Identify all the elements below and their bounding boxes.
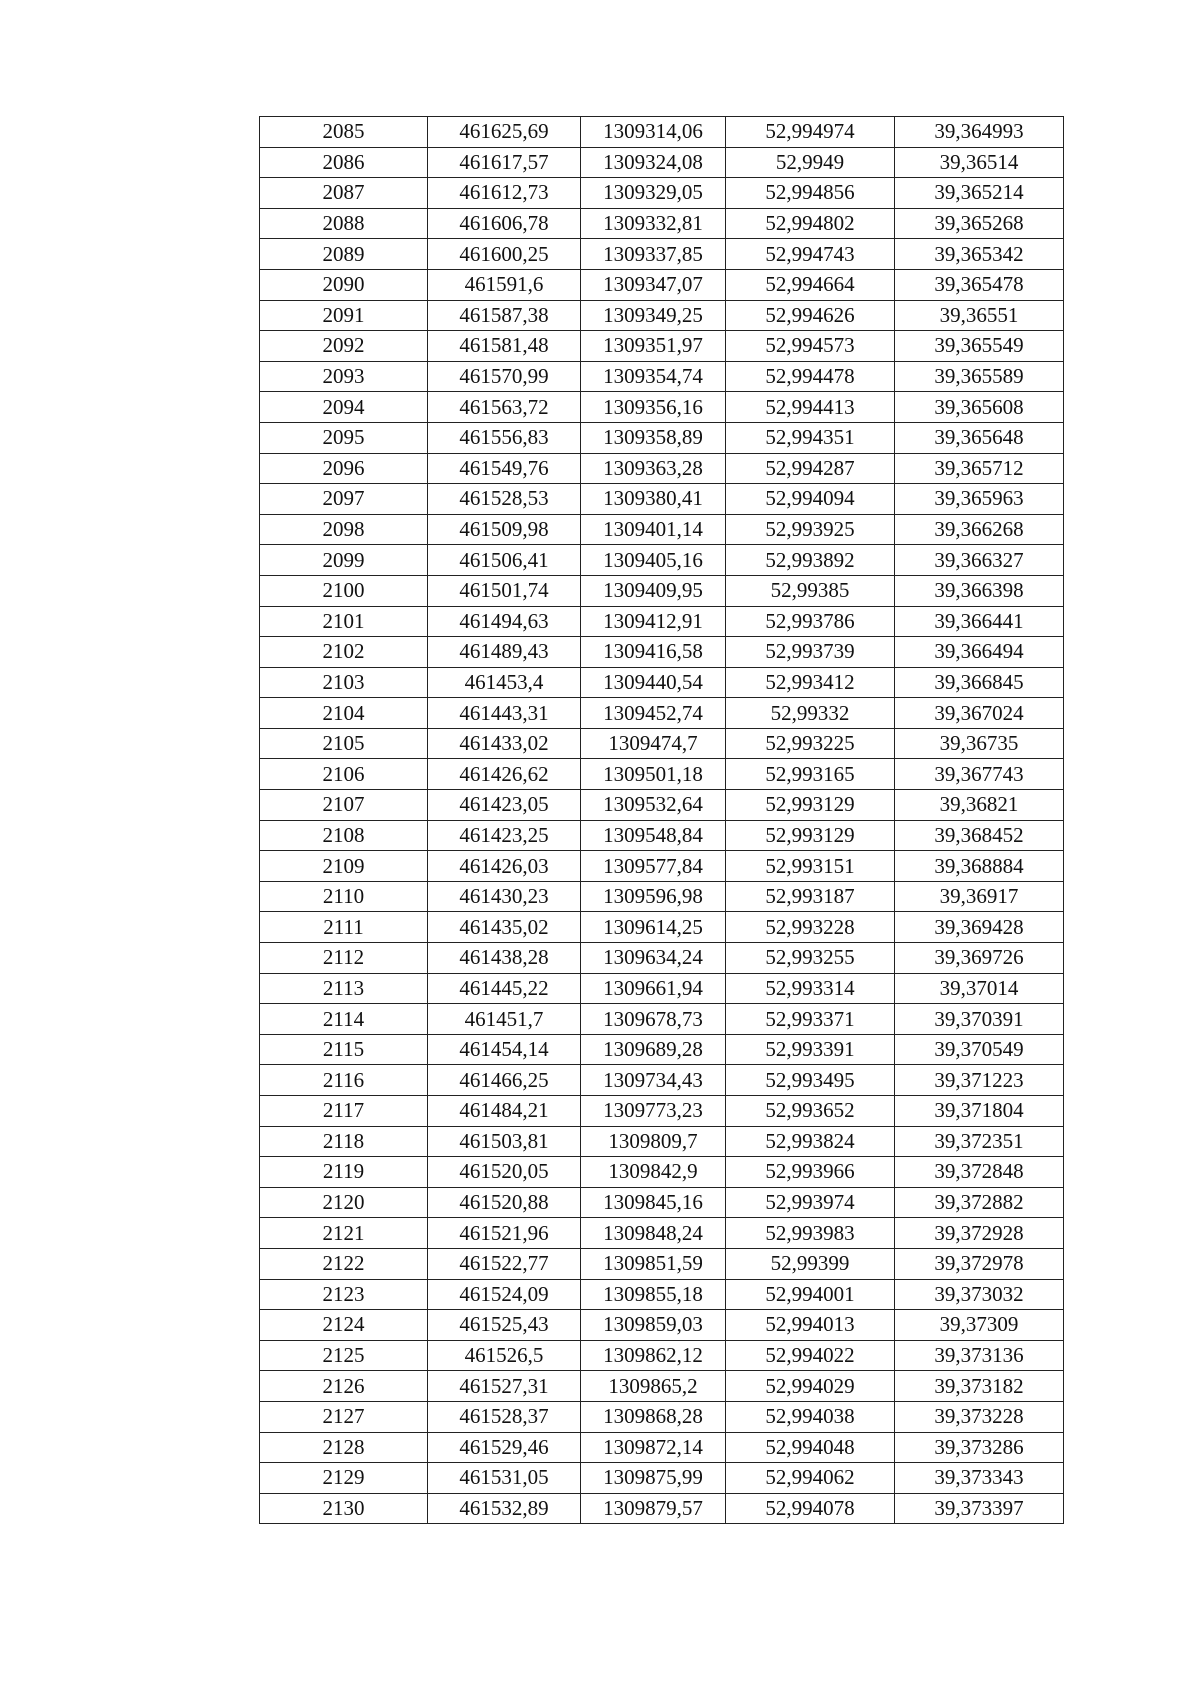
table-row xyxy=(260,484,1064,515)
y-coordinate-cell: 1309809,7 xyxy=(581,1126,726,1157)
latitude-cell: 52,993495 xyxy=(726,1065,895,1096)
coordinates-table-body xyxy=(260,117,1064,1524)
latitude-cell: 52,994974 xyxy=(726,117,895,148)
y-coordinate-cell: 1309596,98 xyxy=(581,881,726,912)
x-coordinate-cell: 461451,7 xyxy=(428,1004,581,1035)
y-coordinate-cell: 1309577,84 xyxy=(581,851,726,882)
x-coordinate-cell: 461445,22 xyxy=(428,973,581,1004)
x-coordinate-cell: 461612,73 xyxy=(428,178,581,209)
point-number-cell: 2119 xyxy=(260,1157,428,1188)
y-coordinate-cell: 1309842,9 xyxy=(581,1157,726,1188)
point-number-cell: 2122 xyxy=(260,1248,428,1279)
point-number-cell: 2116 xyxy=(260,1065,428,1096)
x-coordinate-cell: 461454,14 xyxy=(428,1034,581,1065)
y-coordinate-cell: 1309879,57 xyxy=(581,1493,726,1524)
latitude-cell: 52,993129 xyxy=(726,790,895,821)
longitude-cell: 39,369726 xyxy=(895,943,1064,974)
point-number-cell: 2129 xyxy=(260,1463,428,1494)
table-row xyxy=(260,1218,1064,1249)
table-row xyxy=(260,1310,1064,1341)
longitude-cell: 39,373343 xyxy=(895,1463,1064,1494)
table-row xyxy=(260,300,1064,331)
x-coordinate-cell: 461570,99 xyxy=(428,361,581,392)
longitude-cell: 39,368884 xyxy=(895,851,1064,882)
x-coordinate-cell: 461522,77 xyxy=(428,1248,581,1279)
y-coordinate-cell: 1309349,25 xyxy=(581,300,726,331)
point-number-cell: 2109 xyxy=(260,851,428,882)
y-coordinate-cell: 1309337,85 xyxy=(581,239,726,270)
x-coordinate-cell: 461520,05 xyxy=(428,1157,581,1188)
latitude-cell: 52,993228 xyxy=(726,912,895,943)
longitude-cell: 39,364993 xyxy=(895,117,1064,148)
point-number-cell: 2098 xyxy=(260,514,428,545)
x-coordinate-cell: 461531,05 xyxy=(428,1463,581,1494)
point-number-cell: 2105 xyxy=(260,728,428,759)
table-row xyxy=(260,208,1064,239)
table-row xyxy=(260,1065,1064,1096)
x-coordinate-cell: 461503,81 xyxy=(428,1126,581,1157)
latitude-cell: 52,994038 xyxy=(726,1401,895,1432)
latitude-cell: 52,993974 xyxy=(726,1187,895,1218)
point-number-cell: 2108 xyxy=(260,820,428,851)
latitude-cell: 52,993966 xyxy=(726,1157,895,1188)
y-coordinate-cell: 1309862,12 xyxy=(581,1340,726,1371)
table-row xyxy=(260,759,1064,790)
latitude-cell: 52,993824 xyxy=(726,1126,895,1157)
longitude-cell: 39,372848 xyxy=(895,1157,1064,1188)
longitude-cell: 39,368452 xyxy=(895,820,1064,851)
y-coordinate-cell: 1309416,58 xyxy=(581,637,726,668)
x-coordinate-cell: 461528,37 xyxy=(428,1401,581,1432)
table-row xyxy=(260,606,1064,637)
table-row xyxy=(260,117,1064,148)
latitude-cell: 52,99385 xyxy=(726,575,895,606)
y-coordinate-cell: 1309661,94 xyxy=(581,973,726,1004)
table-row xyxy=(260,912,1064,943)
table-row xyxy=(260,392,1064,423)
latitude-cell: 52,993165 xyxy=(726,759,895,790)
x-coordinate-cell: 461606,78 xyxy=(428,208,581,239)
latitude-cell: 52,993371 xyxy=(726,1004,895,1035)
longitude-cell: 39,371223 xyxy=(895,1065,1064,1096)
y-coordinate-cell: 1309678,73 xyxy=(581,1004,726,1035)
x-coordinate-cell: 461443,31 xyxy=(428,698,581,729)
latitude-cell: 52,994743 xyxy=(726,239,895,270)
table-row xyxy=(260,545,1064,576)
x-coordinate-cell: 461532,89 xyxy=(428,1493,581,1524)
y-coordinate-cell: 1309865,2 xyxy=(581,1371,726,1402)
point-number-cell: 2099 xyxy=(260,545,428,576)
point-number-cell: 2110 xyxy=(260,881,428,912)
longitude-cell: 39,373032 xyxy=(895,1279,1064,1310)
latitude-cell: 52,994287 xyxy=(726,453,895,484)
y-coordinate-cell: 1309548,84 xyxy=(581,820,726,851)
x-coordinate-cell: 461587,38 xyxy=(428,300,581,331)
latitude-cell: 52,993391 xyxy=(726,1034,895,1065)
y-coordinate-cell: 1309859,03 xyxy=(581,1310,726,1341)
latitude-cell: 52,994048 xyxy=(726,1432,895,1463)
table-row xyxy=(260,575,1064,606)
point-number-cell: 2107 xyxy=(260,790,428,821)
point-number-cell: 2121 xyxy=(260,1218,428,1249)
point-number-cell: 2112 xyxy=(260,943,428,974)
x-coordinate-cell: 461423,05 xyxy=(428,790,581,821)
point-number-cell: 2106 xyxy=(260,759,428,790)
table-row xyxy=(260,728,1064,759)
table-row xyxy=(260,1371,1064,1402)
longitude-cell: 39,36917 xyxy=(895,881,1064,912)
x-coordinate-cell: 461528,53 xyxy=(428,484,581,515)
point-number-cell: 2093 xyxy=(260,361,428,392)
latitude-cell: 52,99332 xyxy=(726,698,895,729)
table-row xyxy=(260,851,1064,882)
longitude-cell: 39,372928 xyxy=(895,1218,1064,1249)
table-row xyxy=(260,453,1064,484)
table-row xyxy=(260,943,1064,974)
x-coordinate-cell: 461466,25 xyxy=(428,1065,581,1096)
point-number-cell: 2126 xyxy=(260,1371,428,1402)
latitude-cell: 52,994478 xyxy=(726,361,895,392)
table-row xyxy=(260,1096,1064,1127)
table-row xyxy=(260,331,1064,362)
point-number-cell: 2091 xyxy=(260,300,428,331)
y-coordinate-cell: 1309875,99 xyxy=(581,1463,726,1494)
longitude-cell: 39,373136 xyxy=(895,1340,1064,1371)
longitude-cell: 39,365589 xyxy=(895,361,1064,392)
point-number-cell: 2111 xyxy=(260,912,428,943)
y-coordinate-cell: 1309855,18 xyxy=(581,1279,726,1310)
y-coordinate-cell: 1309351,97 xyxy=(581,331,726,362)
x-coordinate-cell: 461600,25 xyxy=(428,239,581,270)
table-row xyxy=(260,820,1064,851)
table-row xyxy=(260,1432,1064,1463)
latitude-cell: 52,994013 xyxy=(726,1310,895,1341)
x-coordinate-cell: 461529,46 xyxy=(428,1432,581,1463)
table-row xyxy=(260,361,1064,392)
y-coordinate-cell: 1309354,74 xyxy=(581,361,726,392)
longitude-cell: 39,365963 xyxy=(895,484,1064,515)
x-coordinate-cell: 461426,62 xyxy=(428,759,581,790)
latitude-cell: 52,9949 xyxy=(726,147,895,178)
latitude-cell: 52,993412 xyxy=(726,667,895,698)
longitude-cell: 39,372978 xyxy=(895,1248,1064,1279)
y-coordinate-cell: 1309380,41 xyxy=(581,484,726,515)
longitude-cell: 39,372351 xyxy=(895,1126,1064,1157)
latitude-cell: 52,993786 xyxy=(726,606,895,637)
longitude-cell: 39,367743 xyxy=(895,759,1064,790)
latitude-cell: 52,993739 xyxy=(726,637,895,668)
x-coordinate-cell: 461563,72 xyxy=(428,392,581,423)
y-coordinate-cell: 1309501,18 xyxy=(581,759,726,790)
longitude-cell: 39,37309 xyxy=(895,1310,1064,1341)
table-row xyxy=(260,422,1064,453)
y-coordinate-cell: 1309401,14 xyxy=(581,514,726,545)
table-row xyxy=(260,790,1064,821)
y-coordinate-cell: 1309363,28 xyxy=(581,453,726,484)
y-coordinate-cell: 1309851,59 xyxy=(581,1248,726,1279)
table-row xyxy=(260,147,1064,178)
longitude-cell: 39,365608 xyxy=(895,392,1064,423)
table-row xyxy=(260,514,1064,545)
longitude-cell: 39,369428 xyxy=(895,912,1064,943)
y-coordinate-cell: 1309356,16 xyxy=(581,392,726,423)
longitude-cell: 39,36735 xyxy=(895,728,1064,759)
longitude-cell: 39,373228 xyxy=(895,1401,1064,1432)
coordinates-table xyxy=(259,116,1064,1524)
table-row xyxy=(260,1187,1064,1218)
x-coordinate-cell: 461617,57 xyxy=(428,147,581,178)
longitude-cell: 39,366845 xyxy=(895,667,1064,698)
y-coordinate-cell: 1309614,25 xyxy=(581,912,726,943)
x-coordinate-cell: 461484,21 xyxy=(428,1096,581,1127)
longitude-cell: 39,36821 xyxy=(895,790,1064,821)
point-number-cell: 2085 xyxy=(260,117,428,148)
latitude-cell: 52,99399 xyxy=(726,1248,895,1279)
longitude-cell: 39,371804 xyxy=(895,1096,1064,1127)
latitude-cell: 52,993151 xyxy=(726,851,895,882)
x-coordinate-cell: 461556,83 xyxy=(428,422,581,453)
x-coordinate-cell: 461524,09 xyxy=(428,1279,581,1310)
x-coordinate-cell: 461433,02 xyxy=(428,728,581,759)
point-number-cell: 2118 xyxy=(260,1126,428,1157)
table-row xyxy=(260,1463,1064,1494)
y-coordinate-cell: 1309329,05 xyxy=(581,178,726,209)
x-coordinate-cell: 461526,5 xyxy=(428,1340,581,1371)
x-coordinate-cell: 461591,6 xyxy=(428,269,581,300)
longitude-cell: 39,36551 xyxy=(895,300,1064,331)
point-number-cell: 2104 xyxy=(260,698,428,729)
y-coordinate-cell: 1309848,24 xyxy=(581,1218,726,1249)
point-number-cell: 2103 xyxy=(260,667,428,698)
point-number-cell: 2089 xyxy=(260,239,428,270)
table-row xyxy=(260,178,1064,209)
point-number-cell: 2095 xyxy=(260,422,428,453)
x-coordinate-cell: 461426,03 xyxy=(428,851,581,882)
longitude-cell: 39,365214 xyxy=(895,178,1064,209)
point-number-cell: 2101 xyxy=(260,606,428,637)
x-coordinate-cell: 461509,98 xyxy=(428,514,581,545)
table-row xyxy=(260,698,1064,729)
x-coordinate-cell: 461494,63 xyxy=(428,606,581,637)
x-coordinate-cell: 461435,02 xyxy=(428,912,581,943)
x-coordinate-cell: 461489,43 xyxy=(428,637,581,668)
table-row xyxy=(260,1340,1064,1371)
longitude-cell: 39,366268 xyxy=(895,514,1064,545)
x-coordinate-cell: 461525,43 xyxy=(428,1310,581,1341)
point-number-cell: 2096 xyxy=(260,453,428,484)
latitude-cell: 52,993983 xyxy=(726,1218,895,1249)
point-number-cell: 2090 xyxy=(260,269,428,300)
table-row xyxy=(260,239,1064,270)
x-coordinate-cell: 461506,41 xyxy=(428,545,581,576)
latitude-cell: 52,994856 xyxy=(726,178,895,209)
longitude-cell: 39,370391 xyxy=(895,1004,1064,1035)
point-number-cell: 2092 xyxy=(260,331,428,362)
x-coordinate-cell: 461527,31 xyxy=(428,1371,581,1402)
x-coordinate-cell: 461501,74 xyxy=(428,575,581,606)
x-coordinate-cell: 461625,69 xyxy=(428,117,581,148)
longitude-cell: 39,365712 xyxy=(895,453,1064,484)
longitude-cell: 39,373182 xyxy=(895,1371,1064,1402)
longitude-cell: 39,366494 xyxy=(895,637,1064,668)
table-row xyxy=(260,1004,1064,1035)
latitude-cell: 52,993925 xyxy=(726,514,895,545)
longitude-cell: 39,366398 xyxy=(895,575,1064,606)
y-coordinate-cell: 1309358,89 xyxy=(581,422,726,453)
x-coordinate-cell: 461520,88 xyxy=(428,1187,581,1218)
latitude-cell: 52,993129 xyxy=(726,820,895,851)
latitude-cell: 52,993225 xyxy=(726,728,895,759)
longitude-cell: 39,365268 xyxy=(895,208,1064,239)
y-coordinate-cell: 1309324,08 xyxy=(581,147,726,178)
latitude-cell: 52,994062 xyxy=(726,1463,895,1494)
y-coordinate-cell: 1309634,24 xyxy=(581,943,726,974)
point-number-cell: 2128 xyxy=(260,1432,428,1463)
latitude-cell: 52,994626 xyxy=(726,300,895,331)
table-row xyxy=(260,1279,1064,1310)
point-number-cell: 2086 xyxy=(260,147,428,178)
point-number-cell: 2130 xyxy=(260,1493,428,1524)
table-row xyxy=(260,637,1064,668)
table-row xyxy=(260,1248,1064,1279)
latitude-cell: 52,994573 xyxy=(726,331,895,362)
point-number-cell: 2088 xyxy=(260,208,428,239)
y-coordinate-cell: 1309452,74 xyxy=(581,698,726,729)
table-row xyxy=(260,1157,1064,1188)
table-row xyxy=(260,1401,1064,1432)
longitude-cell: 39,367024 xyxy=(895,698,1064,729)
longitude-cell: 39,370549 xyxy=(895,1034,1064,1065)
longitude-cell: 39,365648 xyxy=(895,422,1064,453)
point-number-cell: 2114 xyxy=(260,1004,428,1035)
latitude-cell: 52,993892 xyxy=(726,545,895,576)
longitude-cell: 39,372882 xyxy=(895,1187,1064,1218)
point-number-cell: 2113 xyxy=(260,973,428,1004)
latitude-cell: 52,994094 xyxy=(726,484,895,515)
y-coordinate-cell: 1309689,28 xyxy=(581,1034,726,1065)
latitude-cell: 52,994413 xyxy=(726,392,895,423)
x-coordinate-cell: 461438,28 xyxy=(428,943,581,974)
point-number-cell: 2100 xyxy=(260,575,428,606)
point-number-cell: 2115 xyxy=(260,1034,428,1065)
y-coordinate-cell: 1309868,28 xyxy=(581,1401,726,1432)
x-coordinate-cell: 461453,4 xyxy=(428,667,581,698)
latitude-cell: 52,993314 xyxy=(726,973,895,1004)
table-row xyxy=(260,269,1064,300)
longitude-cell: 39,365342 xyxy=(895,239,1064,270)
longitude-cell: 39,37014 xyxy=(895,973,1064,1004)
latitude-cell: 52,993187 xyxy=(726,881,895,912)
longitude-cell: 39,36514 xyxy=(895,147,1064,178)
latitude-cell: 52,994001 xyxy=(726,1279,895,1310)
latitude-cell: 52,994664 xyxy=(726,269,895,300)
y-coordinate-cell: 1309474,7 xyxy=(581,728,726,759)
table-row xyxy=(260,973,1064,1004)
y-coordinate-cell: 1309412,91 xyxy=(581,606,726,637)
longitude-cell: 39,366441 xyxy=(895,606,1064,637)
table-row xyxy=(260,881,1064,912)
x-coordinate-cell: 461423,25 xyxy=(428,820,581,851)
latitude-cell: 52,994022 xyxy=(726,1340,895,1371)
x-coordinate-cell: 461521,96 xyxy=(428,1218,581,1249)
table-row xyxy=(260,1493,1064,1524)
longitude-cell: 39,366327 xyxy=(895,545,1064,576)
point-number-cell: 2125 xyxy=(260,1340,428,1371)
point-number-cell: 2097 xyxy=(260,484,428,515)
y-coordinate-cell: 1309734,43 xyxy=(581,1065,726,1096)
point-number-cell: 2102 xyxy=(260,637,428,668)
y-coordinate-cell: 1309332,81 xyxy=(581,208,726,239)
table-row xyxy=(260,1126,1064,1157)
y-coordinate-cell: 1309532,64 xyxy=(581,790,726,821)
y-coordinate-cell: 1309872,14 xyxy=(581,1432,726,1463)
latitude-cell: 52,994078 xyxy=(726,1493,895,1524)
y-coordinate-cell: 1309845,16 xyxy=(581,1187,726,1218)
point-number-cell: 2120 xyxy=(260,1187,428,1218)
x-coordinate-cell: 461581,48 xyxy=(428,331,581,362)
y-coordinate-cell: 1309409,95 xyxy=(581,575,726,606)
y-coordinate-cell: 1309773,23 xyxy=(581,1096,726,1127)
y-coordinate-cell: 1309440,54 xyxy=(581,667,726,698)
point-number-cell: 2127 xyxy=(260,1401,428,1432)
y-coordinate-cell: 1309347,07 xyxy=(581,269,726,300)
latitude-cell: 52,994029 xyxy=(726,1371,895,1402)
table-row xyxy=(260,667,1064,698)
latitude-cell: 52,993255 xyxy=(726,943,895,974)
latitude-cell: 52,994351 xyxy=(726,422,895,453)
point-number-cell: 2094 xyxy=(260,392,428,423)
longitude-cell: 39,373397 xyxy=(895,1493,1064,1524)
point-number-cell: 2124 xyxy=(260,1310,428,1341)
point-number-cell: 2087 xyxy=(260,178,428,209)
longitude-cell: 39,365478 xyxy=(895,269,1064,300)
y-coordinate-cell: 1309314,06 xyxy=(581,117,726,148)
point-number-cell: 2117 xyxy=(260,1096,428,1127)
longitude-cell: 39,373286 xyxy=(895,1432,1064,1463)
latitude-cell: 52,993652 xyxy=(726,1096,895,1127)
table-row xyxy=(260,1034,1064,1065)
x-coordinate-cell: 461549,76 xyxy=(428,453,581,484)
x-coordinate-cell: 461430,23 xyxy=(428,881,581,912)
longitude-cell: 39,365549 xyxy=(895,331,1064,362)
latitude-cell: 52,994802 xyxy=(726,208,895,239)
y-coordinate-cell: 1309405,16 xyxy=(581,545,726,576)
point-number-cell: 2123 xyxy=(260,1279,428,1310)
